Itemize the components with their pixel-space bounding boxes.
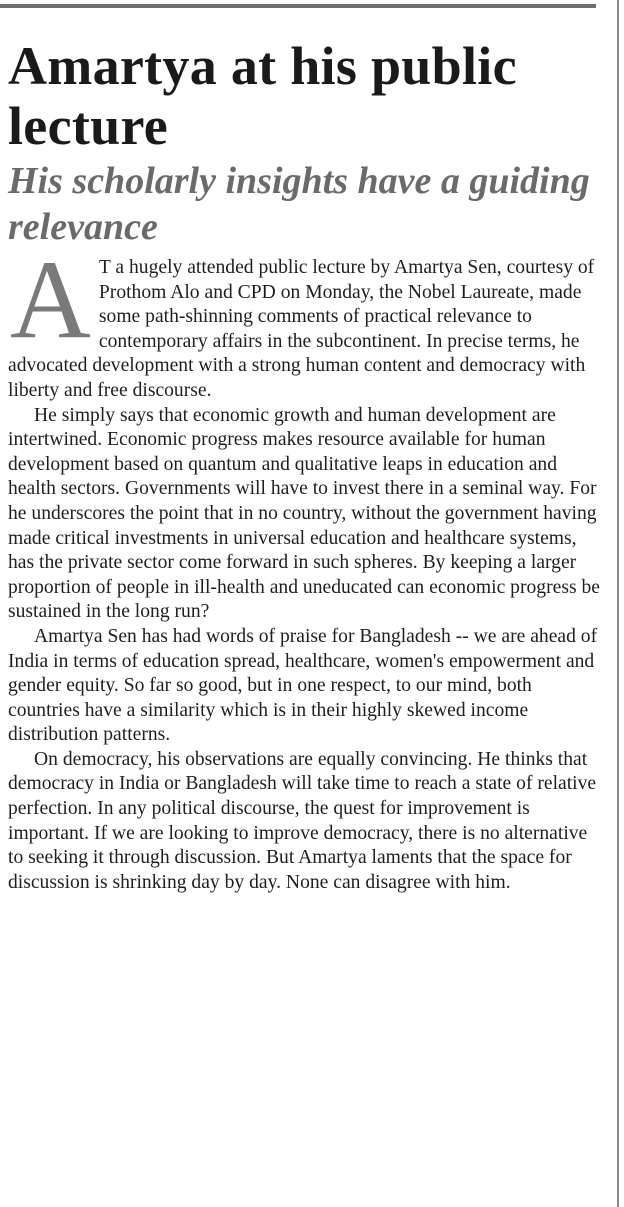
editorial-article	[8, 36, 606, 895]
drop-cap: A	[10, 238, 91, 362]
article-body	[8, 238, 606, 895]
column-divider	[617, 0, 619, 1207]
paragraph-4: On democracy, his observations are equally convincing. He thinks that democracy in India or Bangladesh will take time to reach a state of relative perfection. In any political discourse, the quest for improvement is important. If we are looking to improve democracy, there is no alternative to seeking it through discussion. But Amartya laments that the space for discussion is shrinking day by day. None can disagree with him.	[8, 748, 597, 893]
paragraph-1-text: T a hugely attended public lecture by Amartya Sen, courtesy of Prothom Alo and CPD on Monday, the Nobel Laureate, made some path-shinning comments of practical relevance to contemporary affairs in the subcontinent. In precise terms, he advocated development with a strong human content and democracy with liberty and free discourse.	[8, 257, 595, 401]
headline: Amartya at his public lecture	[8, 36, 517, 156]
paragraph-3: Amartya Sen has had words of praise for Bangladesh -- we are ahead of India in terms of education spread, healthcare, women's empowerment and gender equity. So far so good, but in one respect, to our mind, both countries have a similarity which is in their highly skewed income distribution patterns.	[8, 625, 598, 746]
top-rule	[0, 4, 596, 8]
subheadline: His scholarly insights have a guiding relevance	[8, 160, 590, 248]
paragraph-2: He simply says that economic growth and human development are intertwined. Economic progress makes resource available for human development based on quantum and qualitative leaps in education and health sectors. Governments will have to invest there in a seminal way. For he underscores the point that in no country, without the government having made critical investments in universal education and healthcare systems, has the private sector come forward in such spheres. By keeping a larger proportion of people in ill-health and uneducated can economic progress be sustained in the long run?	[8, 404, 600, 623]
paragraph-1	[8, 238, 606, 404]
